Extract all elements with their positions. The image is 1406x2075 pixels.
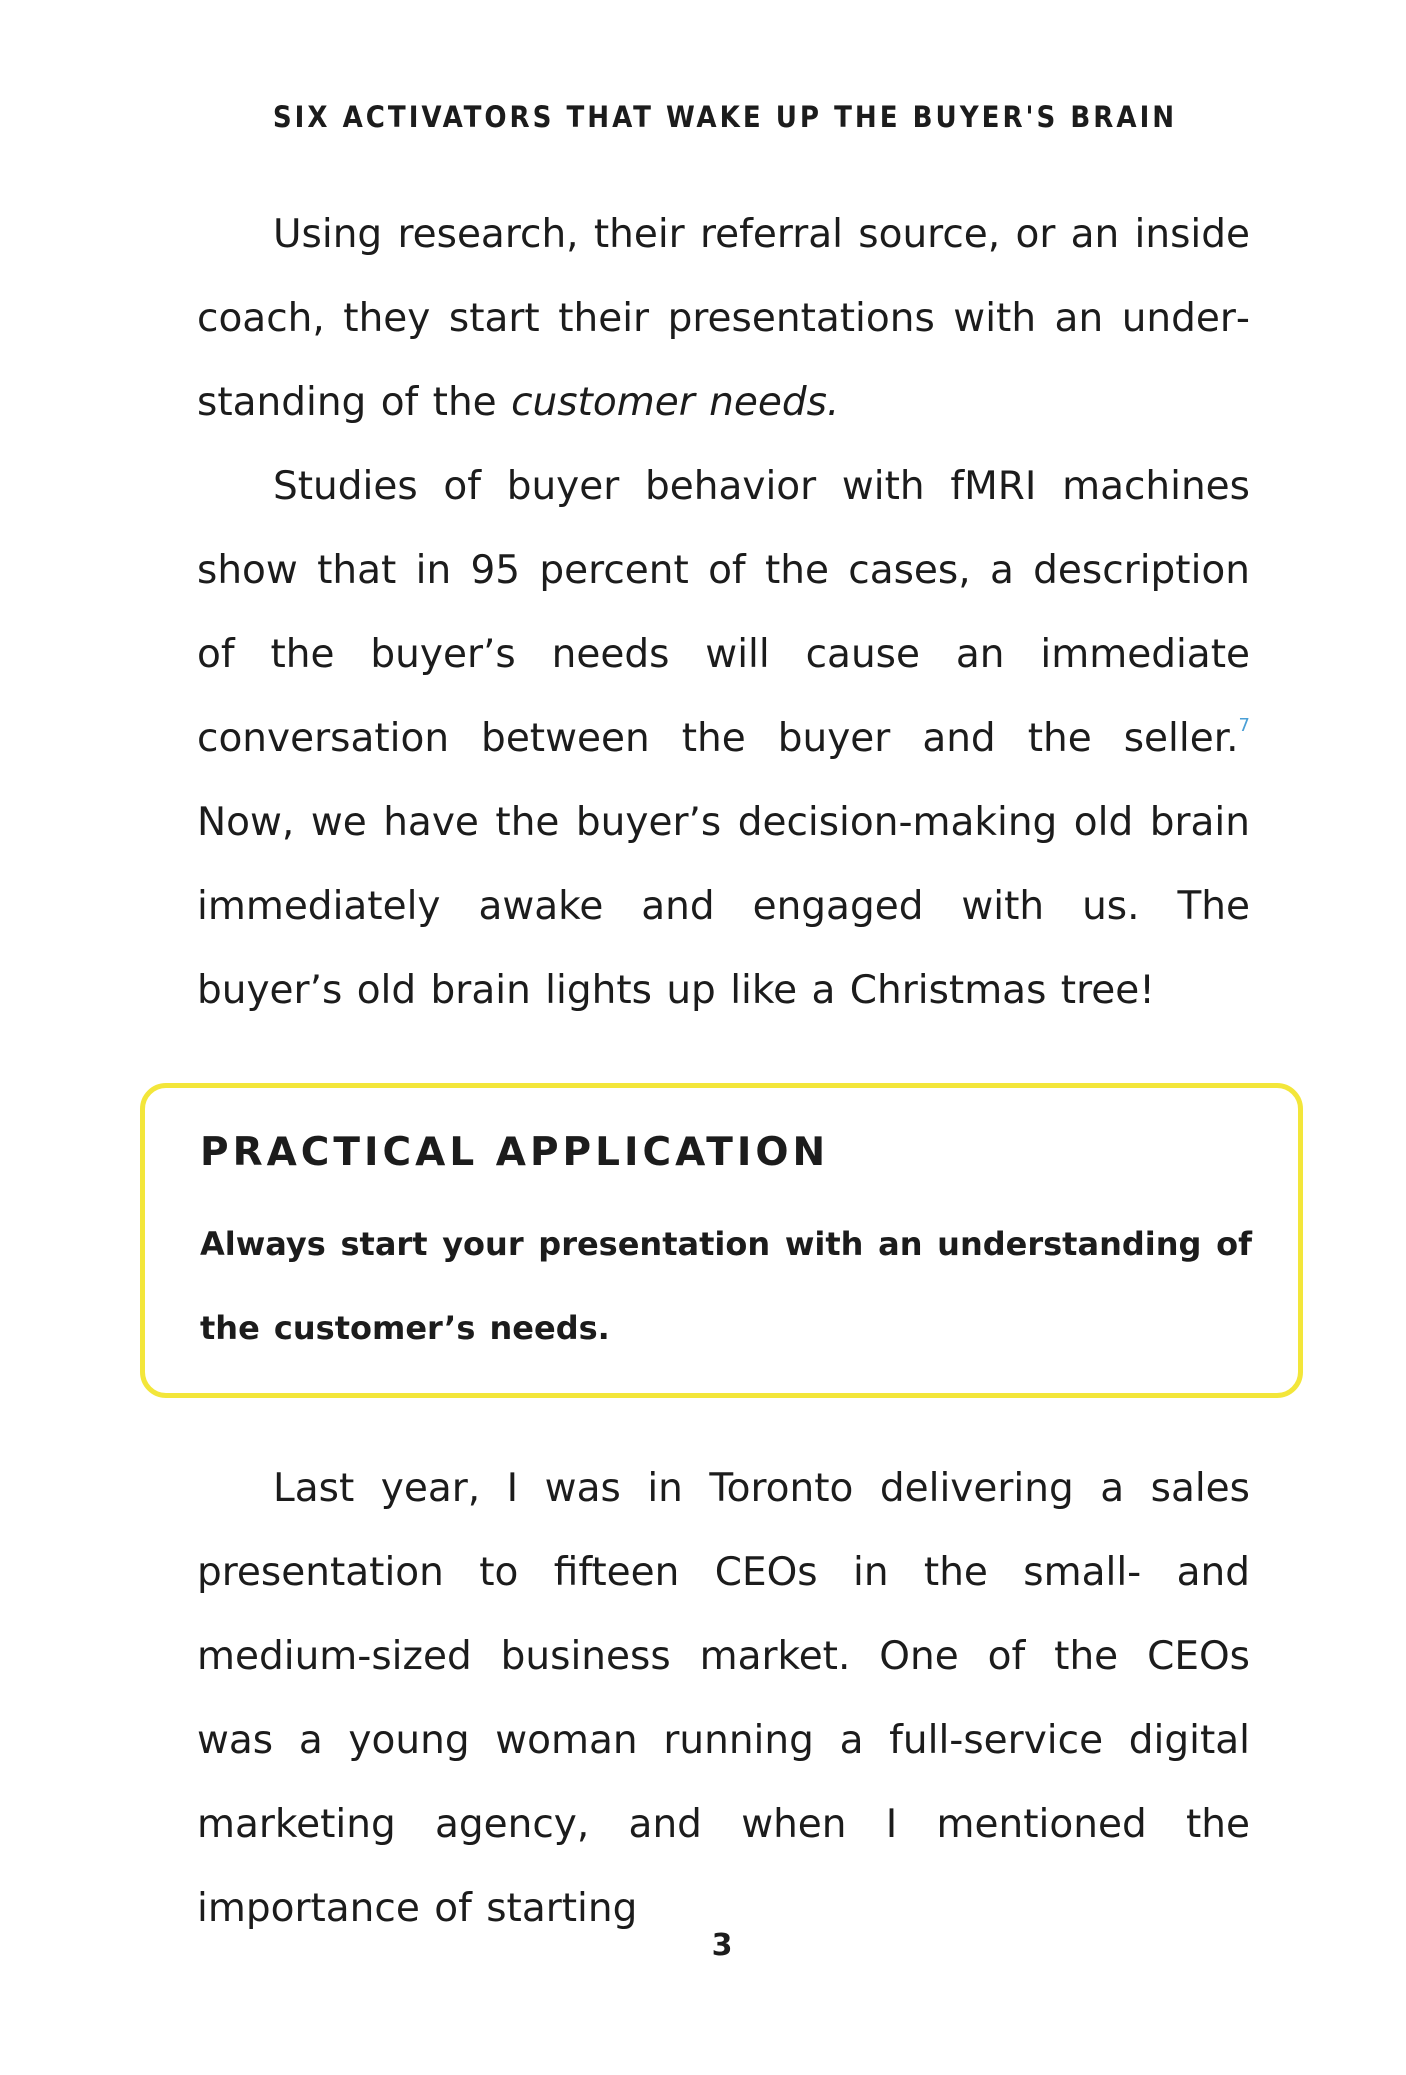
paragraph-2-text-a: Studies of buyer behavior with fMRI machines show that in 95 percent of the cases, a description of the buyer’s needs will cause an immediate conversation between the buyer and the seller.: [197, 464, 1250, 761]
paragraph-1: [197, 193, 1250, 445]
callout-body: Always start your presentation with an understanding of the customer’s needs.: [200, 1225, 1252, 1347]
practical-application-box: [140, 1083, 1303, 1398]
paragraph-3: Last year, I was in Toronto delivering a sales presentation to fifteen CEOs in the small- and medium-sized business market. One of the CEOs was a young woman running a full-service digital marketing agency, and when I mentioned the importance of starting: [197, 1466, 1250, 1931]
paragraph-1-italic: customer needs.: [511, 380, 840, 425]
callout-title: PRACTICAL APPLICATION: [200, 1130, 830, 1175]
running-head: SIX ACTIVATORS THAT WAKE UP THE BUYER'S BRAIN: [272, 100, 1178, 134]
paragraph-2: [197, 445, 1250, 1033]
page-number: 3: [711, 1928, 733, 1963]
paragraph-1-text: Using research, their referral source, or an inside coach, they start their presentations with an understanding of the: [197, 212, 1250, 425]
footnote-reference[interactable]: 7: [1238, 715, 1250, 736]
paragraph-2-text-b: Now, we have the buyer’s decision-making old brain immediately awake and engaged with us. The buyer’s old brain lights up like a Christmas tree!: [197, 800, 1250, 1013]
